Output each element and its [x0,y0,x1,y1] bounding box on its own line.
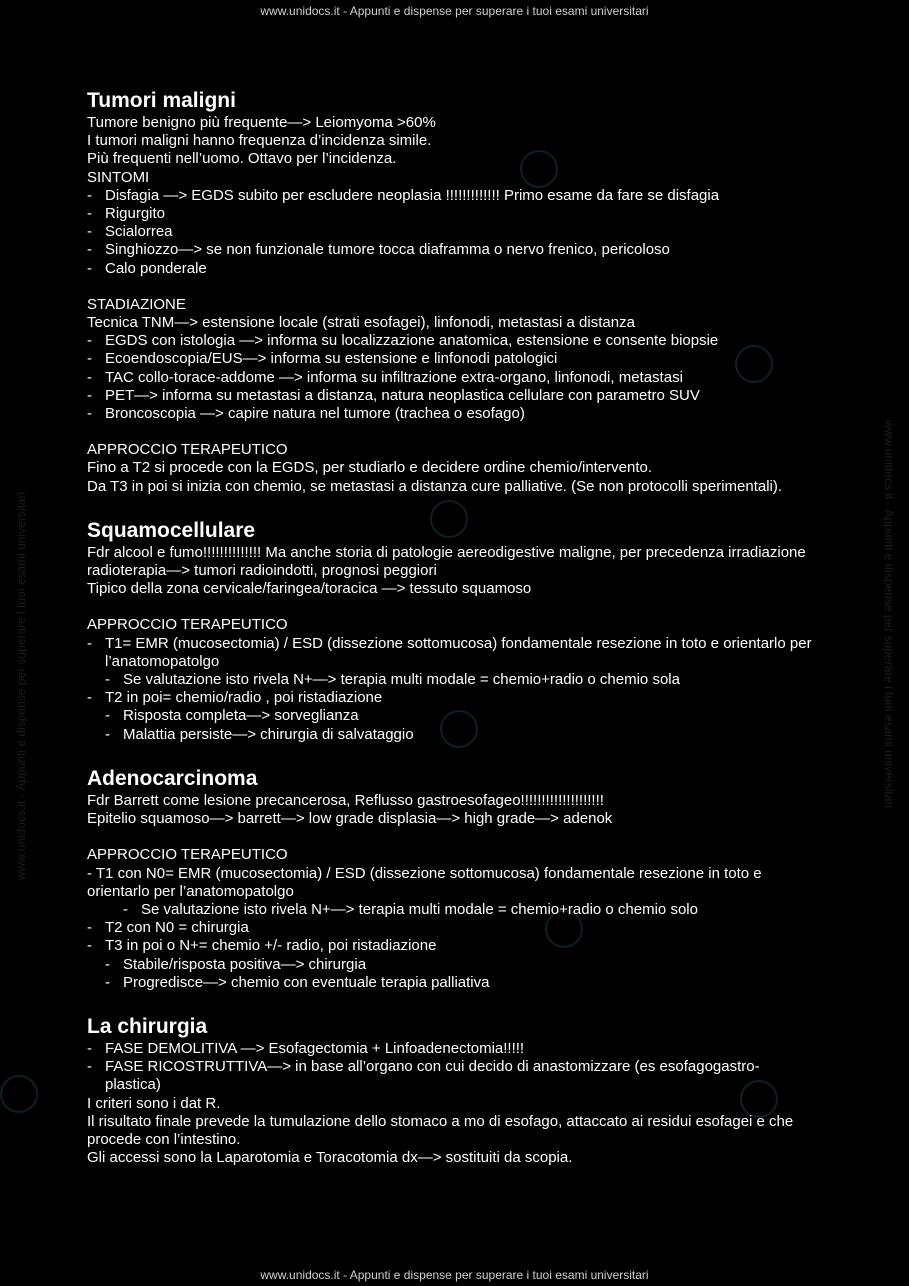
list-subitem: - Malattia persiste—> chirurgia di salvataggio [105,725,414,743]
list-item: - T2 con N0 = chirurgia [87,919,249,937]
section-heading: Tumori maligni [87,89,236,112]
text-line: Tecnica TNM—> estensione locale (strati esofagei), linfonodi, metastasi a distanza [87,314,635,332]
side-watermark-right: www.unidocs.it - Appunti e dispense per superare i tuoi esami universitari [882,420,896,809]
subsection-label: APPROCCIO TERAPEUTICO [87,616,288,634]
list-item: - FASE DEMOLITIVA —> Esofagectomia + Linfoadenectomia!!!!! [87,1039,525,1057]
list-item: - EGDS con istologia —> informa su localizzazione anatomica, estensione e consente biopsie [87,332,719,350]
list-item: - FASE RICOSTRUTTIVA—> in base all’organo con cui decido di anastomizzare (es esofagogastro-plastica) [87,1058,760,1094]
subsection-label: SINTOMI [87,168,150,186]
list-item: - Scialorrea [87,223,173,241]
section-chirurgia [87,1014,812,1167]
text-line: Fino a T2 si procede con la EGDS, per studiarlo e decidere ordine chemio/intervento. [87,459,653,477]
text-line: Da T3 in poi si inizia con chemio, se metastasi a distanza cure palliative. (Se non protocolli sperimentali). [87,477,783,495]
text-line: I criteri sono i dat R. [87,1094,221,1112]
list-item: - Disfagia —> EGDS subito per escludere neoplasia !!!!!!!!!!!!! Primo esame da fare se disfagia [87,186,720,204]
text-line: Gli accessi sono la Laparotomia e Toracotomia dx—> sostituiti da scopia. [87,1149,573,1167]
list-subitem: - Risposta completa—> sorveglianza [105,707,359,725]
list-subitem: - Progredisce—> chemio con eventuale terapia palliativa [105,973,490,991]
text-line: Epitelio squamoso—> barrett—> low grade displasia—> high grade—> adenok [87,810,613,828]
list-item: - T2 in poi= chemio/radio , poi ristadiazione [87,689,383,707]
section-squamocellulare [87,518,812,744]
list-item: - PET—> informa su metastasi a distanza, natura neoplastica cellulare con parametro SUV [87,386,700,404]
section-adenocarcinoma [87,766,812,992]
list-subitem: - Se valutazione isto rivela N+—> terapia multi modale = chemio+radio o chemio solo [123,900,698,918]
text-line: Il risultato finale prevede la tumulazione dello stomaco a mo di esofago, attaccato ai residui esofagei e che procede con l’intestino. [87,1112,798,1148]
watermark-banner-bottom: www.unidocs.it - Appunti e dispense per superare i tuoi esami universitari [260,1268,649,1282]
list-item: - Ecoendoscopia/EUS—> informa su estensione e linfonodi patologici [87,350,558,368]
list-item: - Calo ponderale [87,259,207,277]
list-subitem: - Se valutazione isto rivela N+—> terapia multi modale = chemio+radio o chemio sola [105,671,680,689]
subsection-label: STADIAZIONE [87,295,186,313]
subsection-label: APPROCCIO TERAPEUTICO [87,441,288,459]
list-item: - T3 in poi o N+= chemio +/- radio, poi ristadiazione [87,937,437,955]
text-line: Tipico della zona cervicale/faringea/toracica —> tessuto squamoso [87,580,532,598]
text-line: I tumori maligni hanno frequenza d’incidenza simile. [87,132,432,150]
section-heading: La chirurgia [87,1014,208,1038]
text-line: Tumore benigno più frequente—> Leiomyoma >60% [87,114,436,131]
text-line: Fdr alcool e fumo!!!!!!!!!!!!!! Ma anche storia di patologie aereodigestive maligne, per precedenza irradiazione radioterapia—> tumori radioindotti, prognosi peggiori [87,543,810,580]
watermark-banner-top: www.unidocs.it - Appunti e dispense per superare i tuoi esami universitari [260,4,649,18]
section-heading: Adenocarcinoma [87,766,258,790]
section-tumori-maligni [87,88,812,496]
document-body [87,88,812,1167]
side-watermark-left: www.unidocs.it - Appunti e dispense per superare i tuoi esami universitari [14,491,28,880]
subsection-label: APPROCCIO TERAPEUTICO [87,846,288,864]
section-heading: Squamocellulare [87,518,256,542]
watermark-logo-icon [0,1075,38,1113]
text-line: Fdr Barrett come lesione precancerosa, Reflusso gastroesofageo!!!!!!!!!!!!!!!!!!!! [87,791,604,809]
list-item: - TAC collo-torace-addome —> informa su infiltrazione extra-organo, linfonodi, metastasi [87,368,683,386]
list-item: - Broncoscopia —> capire natura nel tumore (trachea o esofago) [87,405,525,423]
list-item: - T1= EMR (mucosectomia) / ESD (dissezione sottomucosa) fondamentale resezione in toto e orientarlo per l’anatomopatolgo [87,634,812,670]
list-item: - Singhiozzo—> se non funzionale tumore tocca diaframma o nervo frenico, pericoloso [87,241,670,259]
text-line: Più frequenti nell’uomo. Ottavo per l’incidenza. [87,150,397,168]
text-line: - T1 con N0= EMR (mucosectomia) / ESD (dissezione sottomucosa) fondamentale resezione in toto e orientarlo per l’anatomopatolgo [87,864,766,900]
list-subitem: - Stabile/risposta positiva—> chirurgia [105,955,367,973]
list-item: - Rigurgito [87,205,166,223]
